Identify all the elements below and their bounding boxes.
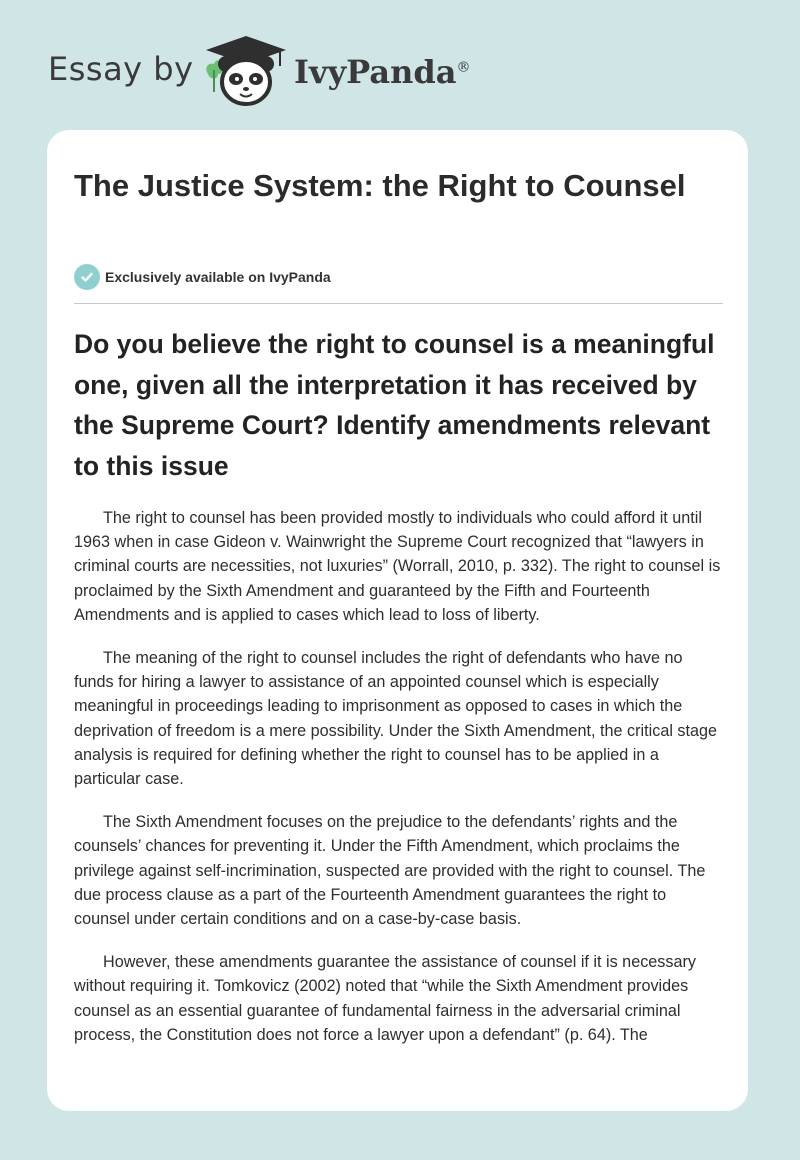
- essay-card: [47, 130, 748, 1111]
- paragraph: The right to counsel has been provided mostly to individuals who could afford it until 1963 when in case Gideon v. Wainwright the Supreme Court recognized that “lawyers in criminal courts are necessities, not luxuries” (Worrall, 2010, p. 332). The right to counsel is proclaimed by the Sixth Amendment and guaranteed by the Fifth and Fourteenth Amendments and is applied to cases which lead to loss of liberty.: [74, 509, 721, 624]
- badge-text: Exclusively available on IvyPanda: [105, 269, 331, 285]
- registered-mark: ®: [456, 59, 471, 76]
- brand-name-text: IvyPanda: [294, 53, 457, 91]
- paragraph: The meaning of the right to counsel includes the right of defendants who have no funds for hiring a lawyer to assistance of an appointed counsel which is especially meaningful in proceedings leading to imprisonment as opposed to cases in which the deprivation of freedom is a mere possibility. Under the Sixth Amendment, the critical stage analysis is required for defining whether the right to counsel has to be applied in a particular case.: [74, 649, 718, 789]
- paragraph: However, these amendments guarantee the assistance of counsel if it is necessary without requiring it. Tomkovicz (2002) noted that “while the Sixth Amendment provides counsel as an essential guarantee of fundamental fairness in the adversarial criminal process, the Constitution does not force a lawyer upon a defendant” (p. 64). The: [74, 953, 696, 1044]
- essay-question: Do you believe the right to counsel is a meaningful one, given all the interpretation it has received by the Supreme Court? Identify amendments relevant to this issue: [74, 329, 715, 481]
- checkmark-icon: [74, 264, 100, 290]
- availability-badge: [74, 264, 331, 290]
- brand-prefix: Essay by: [48, 50, 194, 88]
- site-header: [0, 0, 800, 130]
- paragraph: The Sixth Amendment focuses on the prejudice to the defendants’ rights and the counsels’ chances for preventing it. Under the Fifth Amendment, which proclaims the privilege against self-incrimination, suspected are provided with the right to counsel. The due process clause as a part of the Fourteenth Amendment guarantees the right to counsel under certain conditions and on a case-by-case basis.: [74, 813, 706, 929]
- panda-logo-icon: [200, 34, 292, 110]
- divider: [74, 303, 723, 304]
- essay-title: The Justice System: the Right to Counsel: [74, 168, 686, 203]
- essay-body: [74, 506, 726, 1066]
- brand-name: [294, 53, 470, 91]
